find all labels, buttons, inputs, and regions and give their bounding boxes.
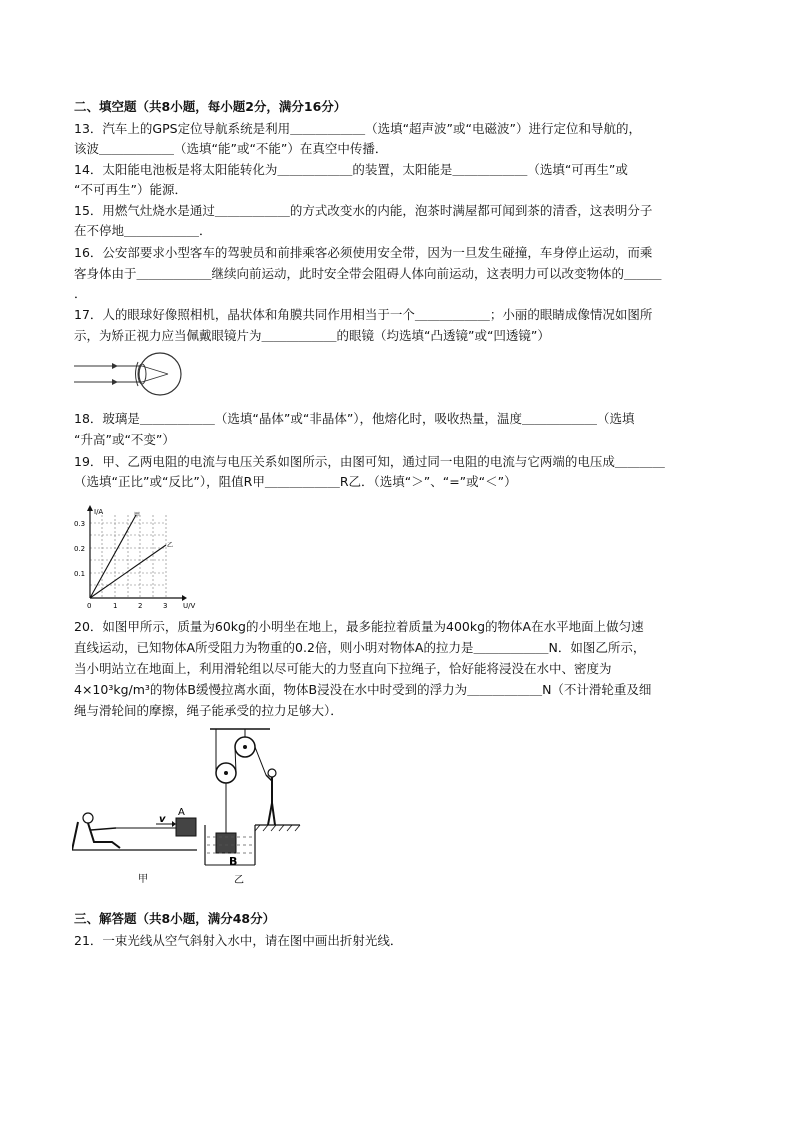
q19-line-1: 19．甲、乙两电阻的电流与电压关系如图所示，由图可知，通过同一电阻的电流与它两端的电压成＿＿＿＿ — [74, 454, 665, 469]
label-B: B — [229, 855, 238, 868]
q20-line-3: 当小明站立在地面上，利用滑轮组以尽可能大的力竖直向下拉绳子，恰好能将浸没在水中、密度为 — [74, 661, 612, 676]
q17-line-1: 17．人的眼球好像照相机，晶状体和角膜共同作用相当于一个＿＿＿＿＿＿；小丽的眼睛成像情况如图所 — [74, 307, 653, 322]
q21-line-1: 21．一束光线从空气斜射入水中，请在图中画出折射光线． — [74, 933, 403, 948]
q20-line-4: 4×10³kg/m³的物体B缓慢拉离水面，物体B浸没在水中时受到的浮力为＿＿＿＿＿＿N（不计滑轮重及细 — [74, 682, 652, 697]
q13-line-1: 13．汽车上的GPS定位导航系统是利用＿＿＿＿＿＿（选填“超声波”或“电磁波”）进行定位和导航的， — [74, 121, 641, 136]
section-3-heading: 三、解答题（共8小题，满分48分） — [74, 911, 276, 926]
q15-line-2: 在不停地＿＿＿＿＿＿． — [74, 223, 212, 238]
x-tick-1: 1 — [113, 602, 118, 610]
label-A: A — [178, 807, 185, 818]
q15-line-1: 15．用燃气灶烧水是通过＿＿＿＿＿＿的方式改变水的内能，泡茶时满屋都可闻到茶的清香，这表明分子 — [74, 203, 653, 218]
label-v: v — [159, 814, 166, 825]
caption-yi: 乙 — [234, 875, 244, 886]
y-tick-0-2: 0.2 — [74, 545, 86, 553]
line-jia — [90, 515, 136, 598]
y-tick-0-3: 0.3 — [74, 520, 86, 528]
q20-line-2: 直线运动，已知物体A所受阻力为物重的0.2倍，则小明对物体A的拉力是＿＿＿＿＿＿N．如图乙所示， — [74, 640, 646, 655]
y-tick-0-1: 0.1 — [74, 570, 86, 578]
x-tick-2: 2 — [138, 602, 143, 610]
x-tick-0: 0 — [87, 602, 92, 610]
q20-line-5: 绳与滑轮间的摩擦，绳子能承受的拉力足够大）． — [74, 703, 343, 718]
current-voltage-graph — [70, 505, 200, 610]
y-axis-label: I/A — [94, 508, 104, 516]
x-axis-label: U/V — [183, 602, 196, 610]
q19-line-2: （选填“正比”或“反比”），阻值R甲＿＿＿＿＿＿R乙．（选填“＞”、“=”或“＜”） — [74, 474, 517, 489]
label-jia: 甲 — [134, 512, 141, 519]
q20-line-1: 20．如图甲所示，质量为60kg的小明坐在地上，最多能拉着质量为400kg的物体A在水平地面上做匀速 — [74, 619, 644, 634]
q14-line-1: 14．太阳能电池板是将太阳能转化为＿＿＿＿＿＿的装置，太阳能是＿＿＿＿＿＿（选填“可再生”或 — [74, 162, 628, 177]
label-yi: 乙 — [167, 542, 174, 549]
q16-line-1: 16．公安部要求小型客车的驾驶员和前排乘客必须使用安全带，因为一旦发生碰撞，车身停止运动，而乘 — [74, 245, 653, 260]
q13-line-2: 该波＿＿＿＿＿＿（选填“能”或“不能”）在真空中传播． — [74, 141, 388, 156]
q16-line-2: 客身体由于＿＿＿＿＿＿继续向前运动，此时安全带会阻碍人体向前运动，这表明力可以改变物体的＿＿＿ — [74, 266, 662, 281]
q18-line-2: “升高”或“不变”） — [74, 432, 175, 447]
x-tick-3: 3 — [163, 602, 168, 610]
eye-diagram — [72, 350, 192, 398]
section-2-heading: 二、填空题（共8小题，每小题2分，满分16分） — [74, 99, 347, 114]
caption-jia: 甲 — [138, 874, 148, 885]
q17-line-2: 示，为矫正视力应当佩戴眼镜片为＿＿＿＿＿＿的眼镜（均选填“凸透镜”或“凹透镜”） — [74, 328, 550, 343]
q16-line-3: ． — [74, 286, 87, 301]
figure-yi — [200, 725, 310, 890]
figure-jia — [72, 800, 202, 890]
q14-line-2: “不可再生”）能源． — [74, 182, 187, 197]
q18-line-1: 18．玻璃是＿＿＿＿＿＿（选填“晶体”或“非晶体”），他熔化时，吸收热量，温度＿＿＿＿＿＿（选填 — [74, 411, 635, 426]
